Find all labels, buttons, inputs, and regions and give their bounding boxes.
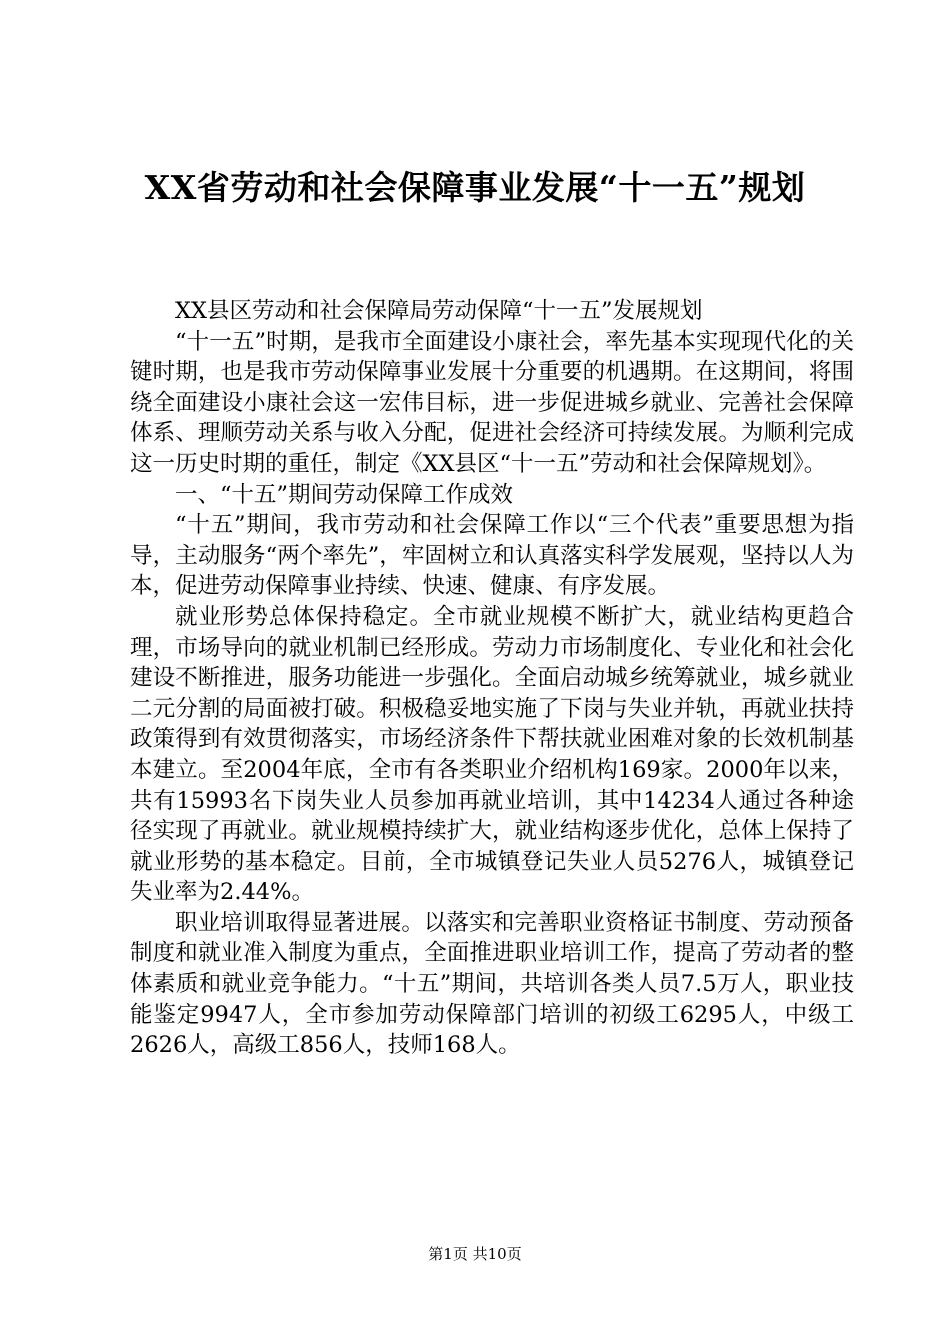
section-heading: 一、“十五”期间劳动保障工作成效 — [175, 481, 514, 508]
paragraph-intro: “十一五”时期，是我市全面建设小康社会，率先基本实现现代化的关键时期，也是我市劳动保障事业发展十分重要的机遇期。在这期间，将围绕全面建设小康社会这一宏伟目标，进一步促进城乡就业、完善社会保障体系、理顺劳动关系与收入分配，促进社会经济可持续发展。为顺利完成这一历史时期的重任，制定《XX县区“十一五”劳动和社会保障规划》。 — [130, 328, 854, 477]
paragraph-overview: “十五”期间，我市劳动和社会保障工作以“三个代表”重要思想为指导，主动服务“两个率先”，牢固树立和认真落实科学发展观，坚持以人为本，促进劳动保障事业持续、快速、健康、有序发展。 — [130, 512, 854, 600]
page-footer: 第1页 共10页 — [428, 1245, 522, 1263]
paragraph-employment: 就业形势总体保持稳定。全市就业规模不断扩大，就业结构更趋合理，市场导向的就业机制已经形成。劳动力市场制度化、专业化和社会化建设不断推进，服务功能进一步强化。全面启动城乡统筹就业，城乡就业二元分割的局面被打破。积极稳妥地实施了下岗与失业并轨，再就业扶持政策得到有效贯彻落实，市场经济条件下帮扶就业困难对象的长效机制基本建立。至2004年底，全市有各类职业介绍机构169家。2000年以来，共有15993名下岗失业人员参加再就业培训，其中14234人通过各种途径实现了再就业。就业规模持续扩大，就业结构逐步优化，总体上保持了就业形势的基本稳定。目前，全市城镇登记失业人员5276人，城镇登记失业率为2.44%。 — [130, 603, 854, 906]
paragraph-training: 职业培训取得显著进展。以落实和完善职业资格证书制度、劳动预备制度和就业准入制度为重点，全面推进职业培训工作，提高了劳动者的整体素质和就业竞争能力。“十五”期间，共培训各类人员7.5万人，职业技能鉴定9947人，全市参加劳动保障部门培训的初级工6295人，中级工2626人，高级工856人，技师168人。 — [130, 909, 854, 1059]
paragraph-subtitle: XX县区劳动和社会保障局劳动保障“十一五”发展规划 — [175, 298, 703, 324]
document-title: XX省劳动和社会保障事业发展“十一五”规划 — [144, 168, 806, 207]
document-body — [130, 296, 854, 1061]
